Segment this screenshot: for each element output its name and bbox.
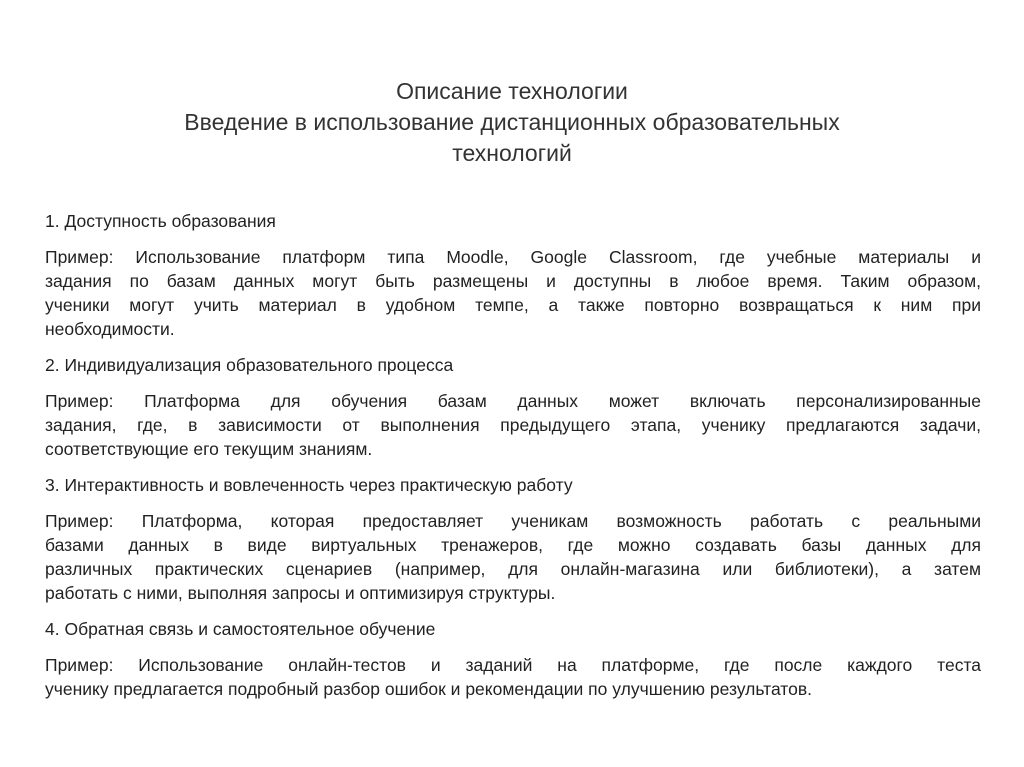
text-line: необходимости. bbox=[45, 319, 175, 339]
title-line: технологий bbox=[452, 140, 572, 166]
section-example bbox=[45, 245, 981, 341]
text-line: работать с ними, выполняя запросы и оптимизируя структуры. bbox=[45, 583, 556, 603]
section-interactivity bbox=[45, 473, 981, 605]
section-example bbox=[45, 509, 981, 605]
text-line: задания по базам данных могут быть размещены и доступны в любое время. Таким образом, bbox=[45, 271, 981, 291]
text-line: задания, где, в зависимости от выполнения предыдущего этапа, ученику предлагаются задачи, bbox=[45, 415, 981, 435]
text-line: ученику предлагается подробный разбор ошибок и рекомендации по улучшению результатов. bbox=[45, 679, 813, 699]
title-line: Описание технологии bbox=[396, 78, 628, 104]
slide-title bbox=[0, 76, 1024, 169]
text-line: Пример: Использование платформ типа Moodle, Google Classroom, где учебные материалы и bbox=[45, 247, 981, 267]
section-example bbox=[45, 389, 981, 461]
section-accessibility bbox=[45, 209, 981, 341]
section-heading: 4. Обратная связь и самостоятельное обучение bbox=[45, 619, 436, 639]
section-heading: 1. Доступность образования bbox=[45, 211, 276, 231]
section-example bbox=[45, 653, 981, 701]
text-line: Пример: Платформа для обучения базам данных может включать персонализированные bbox=[45, 391, 981, 411]
title-line: Введение в использование дистанционных образовательных bbox=[184, 109, 840, 135]
text-line: ученики могут учить материал в удобном темпе, а также повторно возвращаться к ним при bbox=[45, 295, 981, 315]
text-line: Пример: Платформа, которая предоставляет ученикам возможность работать с реальными bbox=[45, 511, 981, 531]
text-line: различных практических сценариев (например, для онлайн-магазина или библиотеки), а затем bbox=[45, 559, 981, 579]
section-heading: 2. Индивидуализация образовательного процесса bbox=[45, 355, 454, 375]
section-heading: 3. Интерактивность и вовлеченность через практическую работу bbox=[45, 475, 573, 495]
section-feedback bbox=[45, 617, 981, 701]
text-line: базами данных в виде виртуальных тренажеров, где можно создавать базы данных для bbox=[45, 535, 981, 555]
slide-body bbox=[45, 209, 981, 713]
text-line: соответствующие его текущим знаниям. bbox=[45, 439, 373, 459]
section-individualization bbox=[45, 353, 981, 461]
text-line: Пример: Использование онлайн-тестов и заданий на платформе, где после каждого теста bbox=[45, 655, 981, 675]
